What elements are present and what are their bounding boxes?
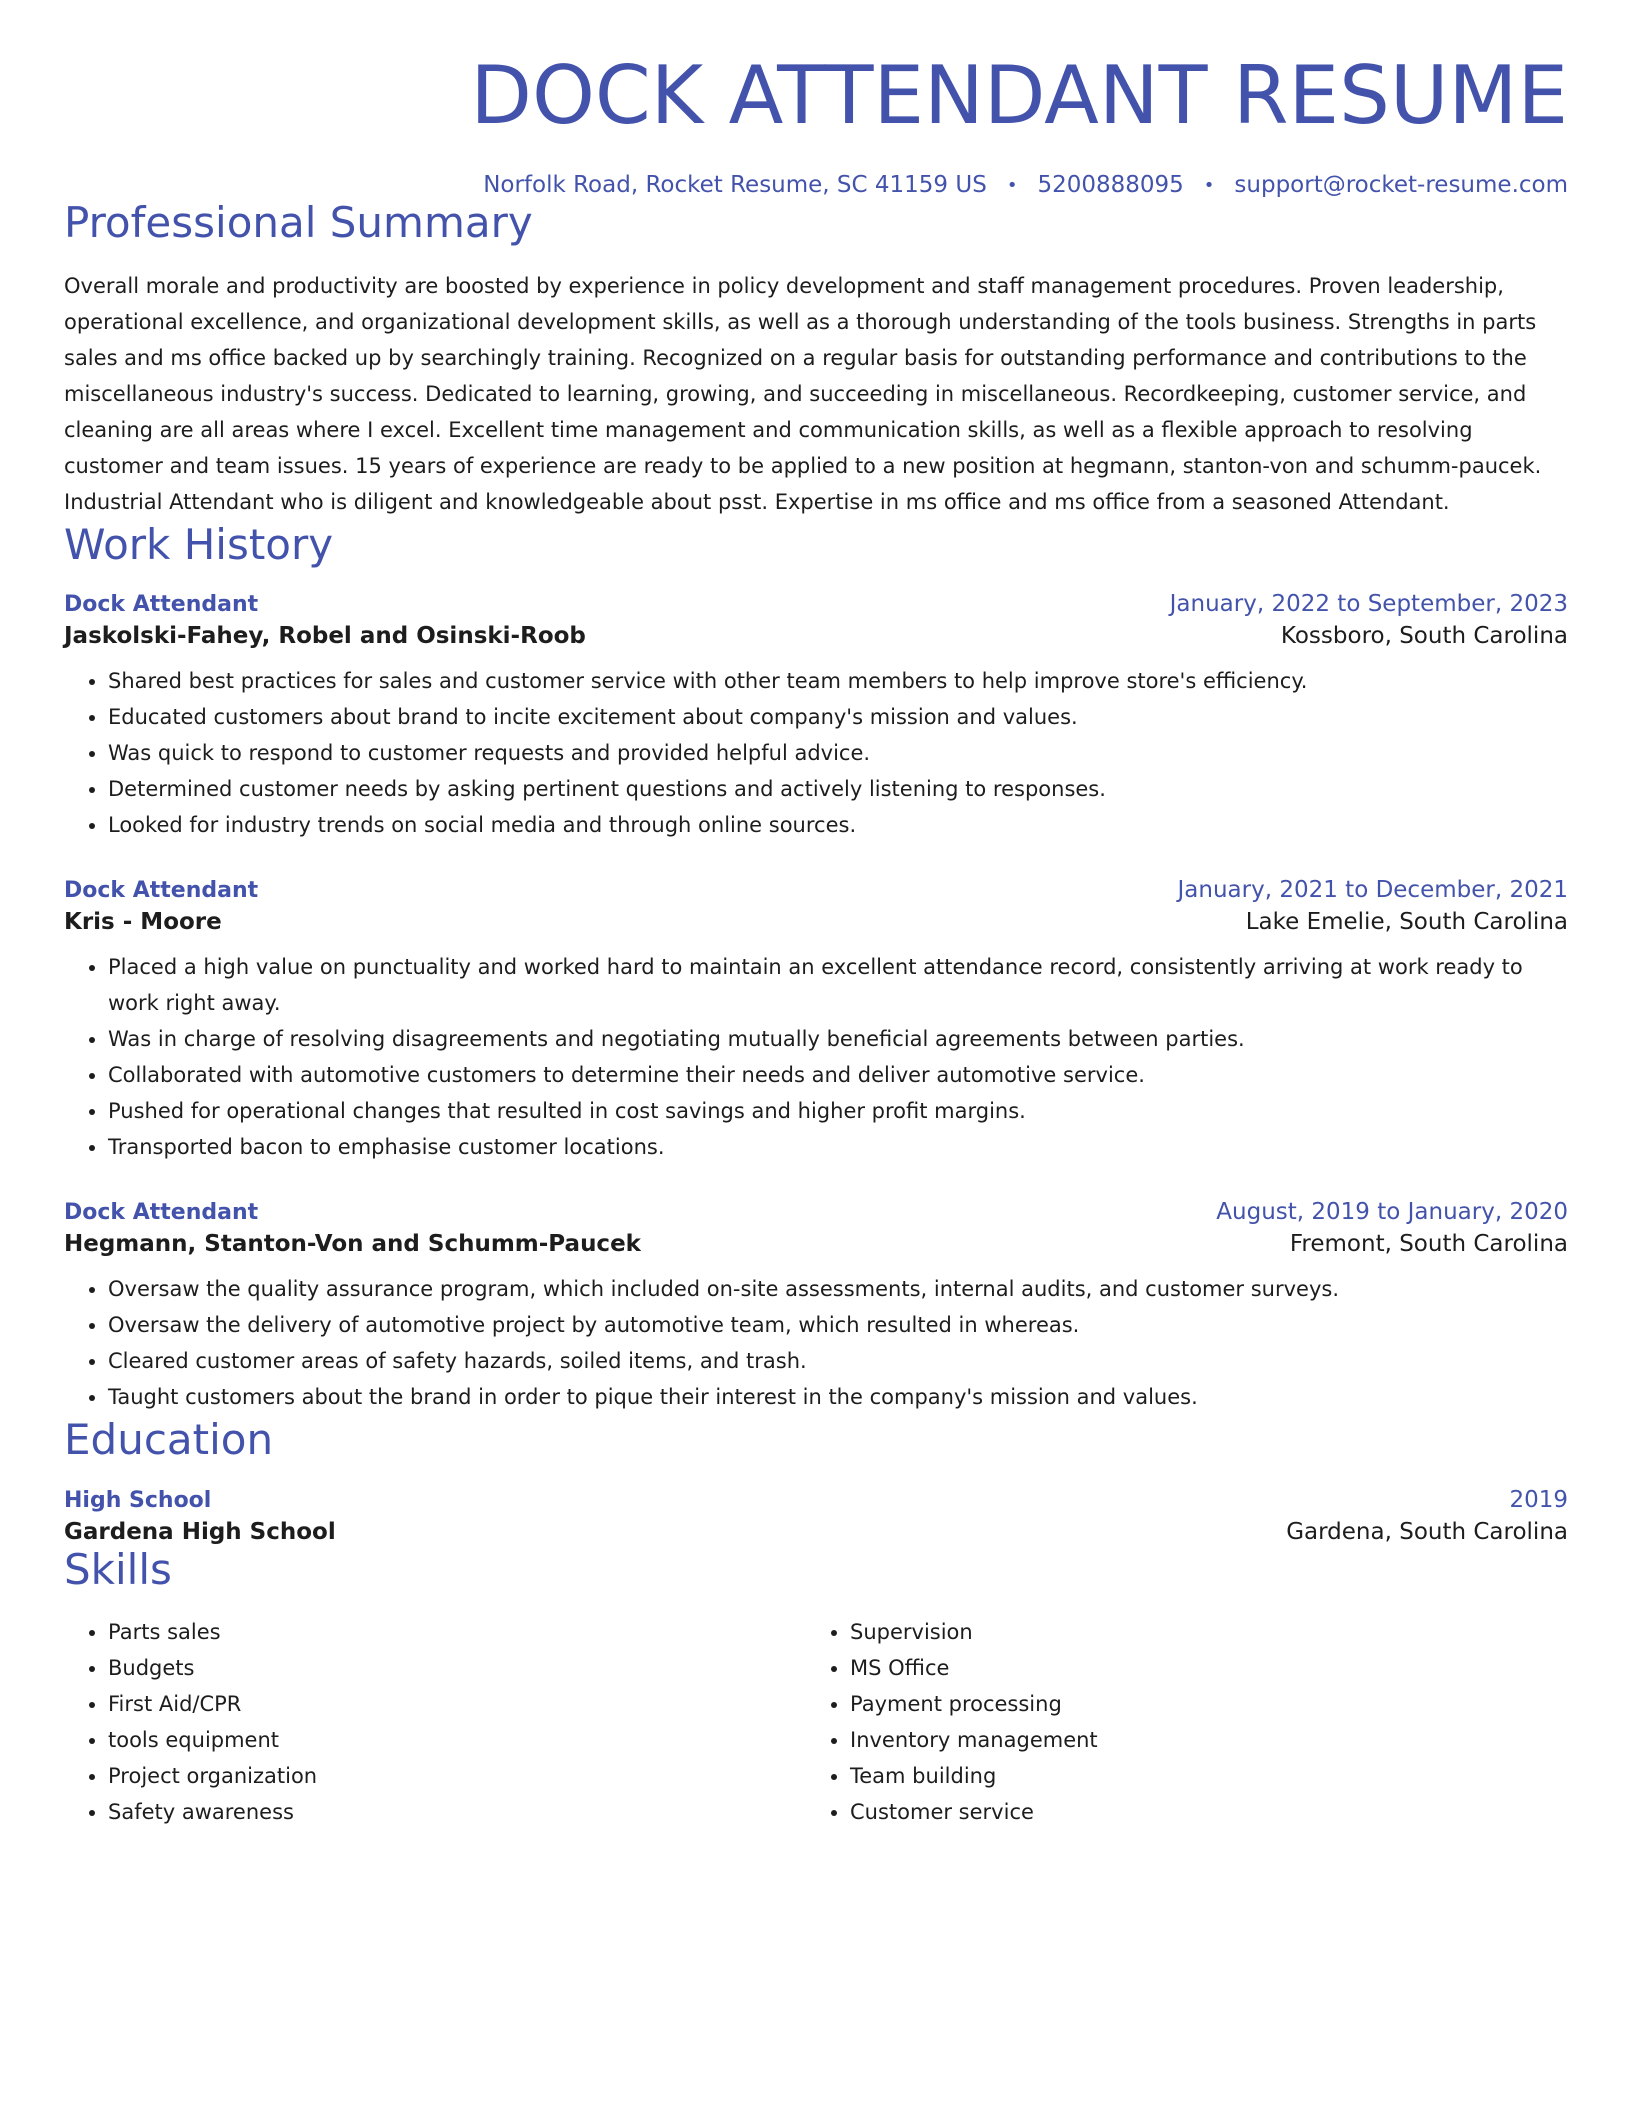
- job-dates: August, 2019 to January, 2020: [1216, 1198, 1568, 1225]
- skill-item: • Inventory management: [850, 1722, 1548, 1758]
- list-item: • Oversaw the quality assurance program, which included on-site assessments, internal audits, and customer surveys.: [108, 1271, 1568, 1307]
- job-location: Lake Emelie, South Carolina: [1245, 908, 1568, 935]
- work-history-heading: Work History: [64, 520, 334, 570]
- education-year: 2019: [1509, 1487, 1568, 1514]
- list-item: • Was quick to respond to customer requests and provided helpful advice.: [108, 735, 1568, 771]
- job-entry: [64, 591, 1568, 843]
- list-item: • Pushed for operational changes that resulted in cost savings and higher profit margins.: [108, 1093, 1568, 1129]
- list-item: • Determined customer needs by asking pertinent questions and actively listening to responses.: [108, 771, 1568, 807]
- education-school: Gardena High School: [64, 1519, 336, 1546]
- contact-phone: 5200888095: [1037, 172, 1184, 198]
- contact-separator: •: [1006, 174, 1018, 196]
- job-bullets: [64, 1271, 1568, 1415]
- skill-item: • Parts sales: [108, 1614, 806, 1650]
- contact-separator: •: [1203, 174, 1215, 196]
- skills-heading: Skills: [64, 1545, 172, 1595]
- list-item: • Cleared customer areas of safety hazards, soiled items, and trash.: [108, 1343, 1568, 1379]
- list-item: • Taught customers about the brand in order to pique their interest in the company's mission and values.: [108, 1379, 1568, 1415]
- skills-list: [64, 1614, 1568, 1830]
- education-degree: High School: [64, 1488, 212, 1514]
- contact-email: support@rocket-resume.com: [1234, 172, 1568, 198]
- summary-text: Overall morale and productivity are boosted by experience in policy development and staff management procedures. Proven leadership, operational excellence, and organizational development skills, as well as a thorough understanding of the tools business. Strengths in parts sales and ms office backed up by searchingly training. Recognized on a regular basis for outstanding performance and contributions to the miscellaneous industry's success. Dedicated to learning, growing, and succeeding in miscellaneous. Recordkeeping, customer service, and cleaning are all areas where I excel. Excellent time management and communication skills, as well as a flexible approach to resolving customer and team issues. 15 years of experience are ready to be applied to a new position at hegmann, stanton-von and schumm-paucek. Industrial Attendant who is diligent and knowledgeable about psst. Expertise in ms office and ms office from a seasoned Attendant.: [64, 274, 1542, 515]
- summary-heading: Professional Summary: [64, 198, 533, 247]
- job-entry: [64, 877, 1568, 1165]
- resume-header: [64, 0, 1568, 198]
- job-dates: January, 2022 to September, 2023: [1169, 590, 1568, 617]
- job-location: Kossboro, South Carolina: [1280, 622, 1568, 649]
- job-bullets: [64, 949, 1568, 1165]
- skill-item: • Payment processing: [850, 1686, 1548, 1722]
- skill-item: • First Aid/CPR: [108, 1686, 806, 1722]
- resume-title: DOCK ATTENDANT RESUME: [470, 49, 1568, 142]
- contact-address: Norfolk Road, Rocket Resume, SC 41159 US: [483, 172, 987, 198]
- list-item: • Oversaw the delivery of automotive project by automotive team, which resulted in whereas.: [108, 1307, 1568, 1343]
- list-item: • Educated customers about brand to incite excitement about company's mission and values.: [108, 699, 1568, 735]
- list-item: • Shared best practices for sales and customer service with other team members to help improve store's efficiency.: [108, 663, 1568, 699]
- skill-item: • Safety awareness: [108, 1794, 806, 1830]
- job-company: Kris - Moore: [64, 908, 222, 935]
- skill-item: • Project organization: [108, 1758, 806, 1794]
- list-item: • Collaborated with automotive customers to determine their needs and deliver automotive service.: [108, 1057, 1568, 1093]
- skill-item: • tools equipment: [108, 1722, 806, 1758]
- job-title: Dock Attendant: [64, 591, 259, 617]
- list-item: • Transported bacon to emphasise customer locations.: [108, 1129, 1568, 1165]
- job-title: Dock Attendant: [64, 877, 259, 903]
- skill-item: • Team building: [850, 1758, 1548, 1794]
- job-title: Dock Attendant: [64, 1199, 259, 1225]
- job-bullets: [64, 663, 1568, 843]
- list-item: • Placed a high value on punctuality and worked hard to maintain an excellent attendance record, consistently arriving at work ready to work right away.: [108, 949, 1568, 1021]
- job-location: Fremont, South Carolina: [1289, 1230, 1568, 1257]
- education-entry: [64, 1487, 1568, 1545]
- skill-item: • MS Office: [850, 1650, 1548, 1686]
- skills-column-right: [806, 1614, 1548, 1830]
- skill-item: • Customer service: [850, 1794, 1548, 1830]
- skill-item: • Supervision: [850, 1614, 1548, 1650]
- job-dates: January, 2021 to December, 2021: [1177, 876, 1568, 903]
- job-company: Hegmann, Stanton-Von and Schumm-Paucek: [64, 1230, 641, 1257]
- skills-column-left: [64, 1614, 806, 1830]
- skill-item: • Budgets: [108, 1650, 806, 1686]
- contact-line: [64, 172, 1568, 198]
- education-heading: Education: [64, 1414, 274, 1464]
- job-entry: [64, 1199, 1568, 1415]
- list-item: • Looked for industry trends on social media and through online sources.: [108, 807, 1568, 843]
- list-item: • Was in charge of resolving disagreements and negotiating mutually beneficial agreements between parties.: [108, 1021, 1568, 1057]
- education-location: Gardena, South Carolina: [1286, 1519, 1568, 1546]
- job-company: Jaskolski-Fahey, Robel and Osinski-Roob: [64, 622, 586, 649]
